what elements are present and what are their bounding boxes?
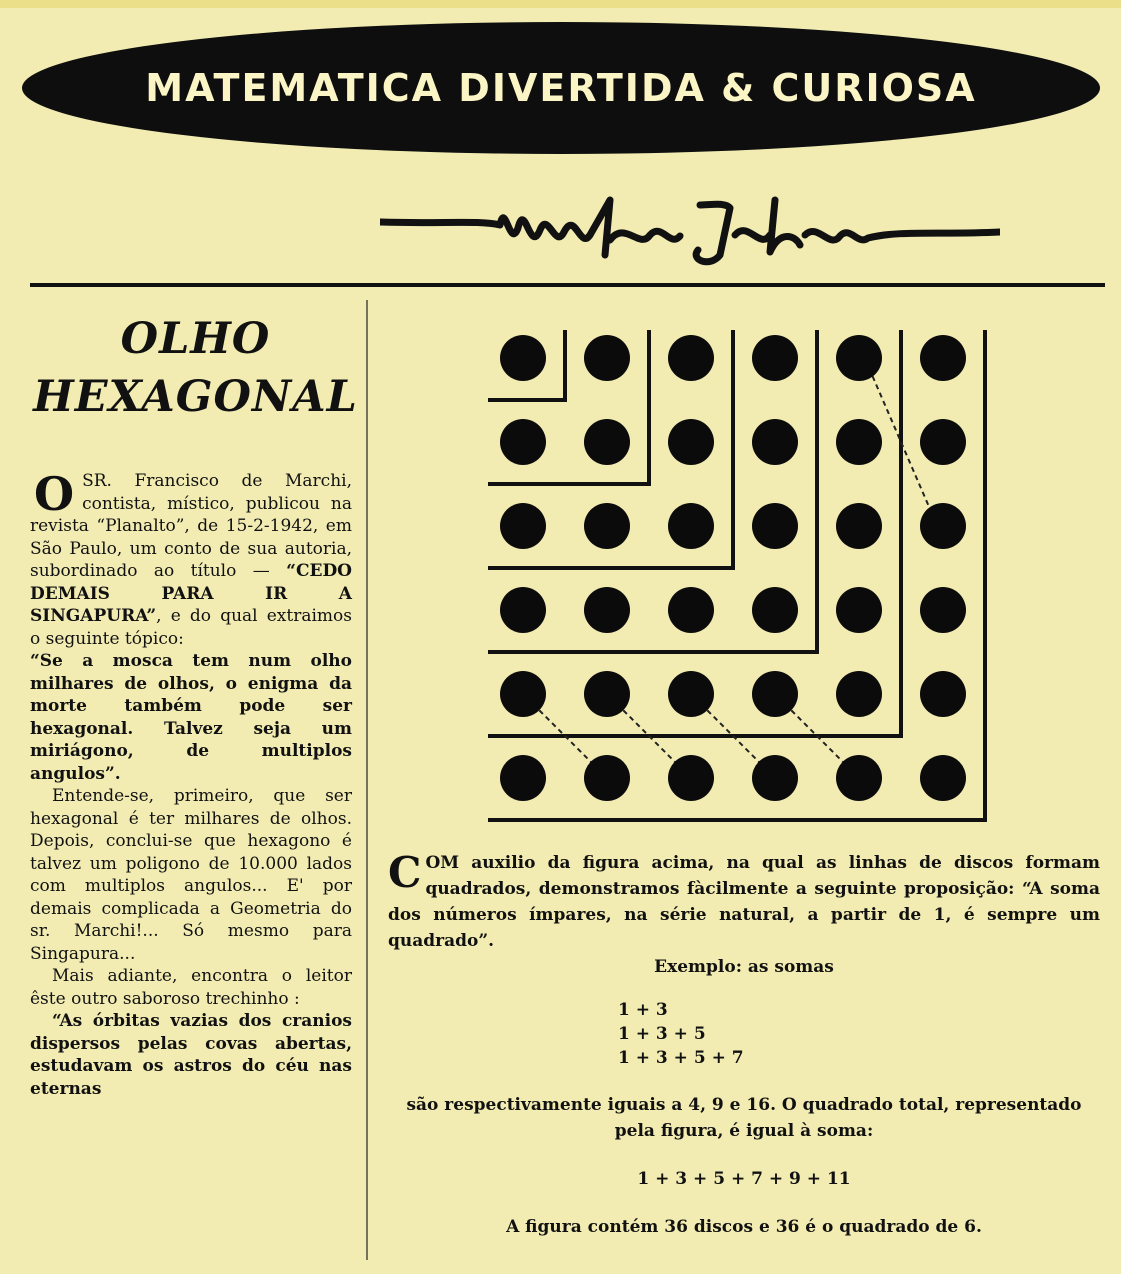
example-label: Exemplo: as somas bbox=[654, 957, 834, 977]
disc bbox=[500, 755, 546, 801]
article-paragraph-3: Mais adiante, encontra o leitor êste outro saboroso trechinho : bbox=[30, 966, 352, 1009]
odd-squares-figure bbox=[478, 320, 998, 840]
result-text: são respectivamente iguais a 4, 9 e 16. O quadrado total, representado pela figura, é igual à soma: bbox=[406, 1095, 1082, 1141]
article-body bbox=[30, 467, 352, 1100]
article-p1-tail: , e do qual extraimos o seguinte tópico: bbox=[30, 606, 352, 649]
disc bbox=[668, 587, 714, 633]
disc bbox=[920, 671, 966, 717]
explanation bbox=[388, 850, 1100, 1240]
disc bbox=[584, 755, 630, 801]
disc bbox=[500, 419, 546, 465]
sum-line: 1 + 3 + 5 + 7 bbox=[618, 1048, 744, 1068]
explanation-paragraph bbox=[388, 850, 1100, 954]
sums-list bbox=[618, 998, 1100, 1070]
disc bbox=[752, 419, 798, 465]
article-paragraph-2: Entende-se, primeiro, que ser hexagonal é ter milhares de olhos. Depois, conclui-se que hexagono é talvez um poligono de 10.000 lados com multiplos angulos... E' por demais complicada a Geometria do sr. Marchi!... Só mesmo para Singapura... bbox=[30, 786, 352, 964]
disc bbox=[920, 335, 966, 381]
square-border-line bbox=[488, 330, 985, 820]
disc bbox=[920, 503, 966, 549]
disc bbox=[920, 419, 966, 465]
disc bbox=[752, 335, 798, 381]
top-rule bbox=[30, 283, 1105, 287]
disc bbox=[752, 755, 798, 801]
disc bbox=[500, 503, 546, 549]
article-title-line-1: OLHO bbox=[120, 314, 271, 364]
explanation-dropcap: C bbox=[388, 848, 422, 897]
sum-line: 1 + 3 + 5 bbox=[618, 1024, 706, 1044]
disc bbox=[920, 755, 966, 801]
disc bbox=[584, 503, 630, 549]
disc bbox=[668, 335, 714, 381]
story-title: “CEDO DEMAIS PARA IR A SINGAPURA” bbox=[30, 561, 352, 626]
total-sum: 1 + 3 + 5 + 7 + 9 + 11 bbox=[637, 1169, 851, 1189]
header-title: MATEMATICA DIVERTIDA & CURIOSA bbox=[145, 66, 977, 110]
header-banner bbox=[22, 22, 1100, 154]
disc bbox=[500, 671, 546, 717]
quote-1: “Se a mosca tem num olho milhares de olhos, o enigma da morte também pode ser hexagonal. Talvez seja um miriágono, de multiplos angulos”. bbox=[30, 651, 352, 784]
article-title-line-2: HEXAGONAL bbox=[33, 372, 358, 422]
disc bbox=[584, 671, 630, 717]
disc bbox=[836, 419, 882, 465]
quote-2: “As órbitas vazias dos cranios dispersos pelas covas abertas, estudavam os astros do céu nas eternas bbox=[30, 1011, 352, 1099]
article-dropcap: O bbox=[34, 467, 75, 521]
disc bbox=[836, 335, 882, 381]
article-title bbox=[28, 310, 363, 426]
signature bbox=[380, 180, 1000, 275]
disc bbox=[584, 419, 630, 465]
disc bbox=[836, 755, 882, 801]
disc bbox=[836, 671, 882, 717]
explanation-text: OM auxilio da figura acima, na qual as linhas de discos formam quadrados, demonstramos fàcilmente a seguinte proposição: “A soma dos números ímpares, na série natural, a partir de 1, é sempre um quadrado”. bbox=[388, 853, 1100, 951]
column-divider bbox=[366, 300, 368, 1260]
disc bbox=[668, 503, 714, 549]
disc bbox=[668, 671, 714, 717]
article-paragraph-1 bbox=[30, 467, 352, 650]
disc bbox=[752, 587, 798, 633]
disc bbox=[752, 671, 798, 717]
disc bbox=[752, 503, 798, 549]
disc bbox=[668, 755, 714, 801]
disc bbox=[500, 335, 546, 381]
conclusion: A figura contém 36 discos e 36 é o quadrado de 6. bbox=[506, 1217, 982, 1237]
disc bbox=[668, 419, 714, 465]
disc bbox=[836, 503, 882, 549]
disc bbox=[584, 587, 630, 633]
article-p1-text: SR. Francisco de Marchi, contista, místico, publicou na revista “Planalto”, de 15-2-1942, em São Paulo, um conto de sua autoria, subordinado ao título — bbox=[30, 471, 352, 581]
disc bbox=[920, 587, 966, 633]
sum-line: 1 + 3 bbox=[618, 1000, 668, 1020]
disc bbox=[836, 587, 882, 633]
disc bbox=[500, 587, 546, 633]
disc bbox=[584, 335, 630, 381]
paper-edge bbox=[0, 0, 1121, 8]
